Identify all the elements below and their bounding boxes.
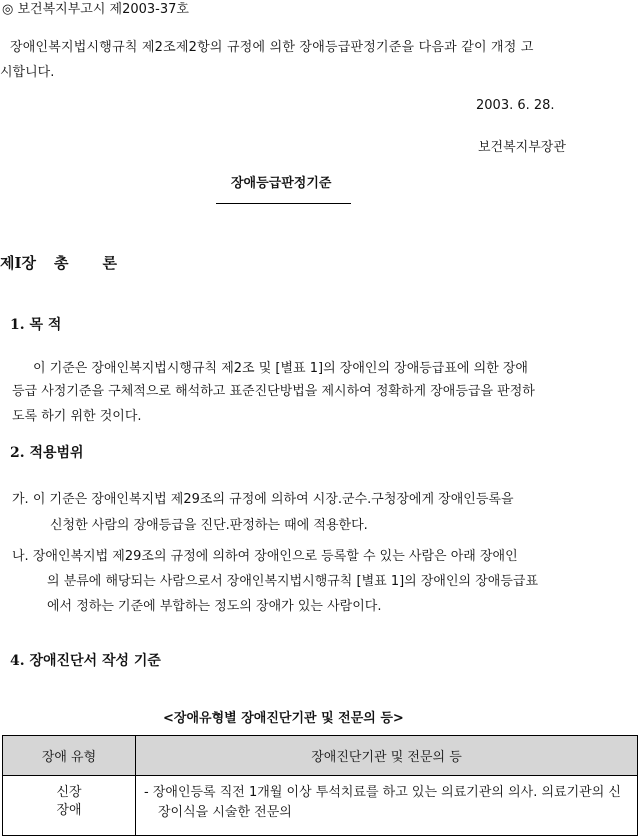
section-heading-scope: 2. 적용범위 (10, 445, 84, 461)
title-underline (216, 203, 351, 204)
institution-description: - 장애인등록 직전 1개월 이상 투석치료를 하고 있는 의료기관의 의사. 의료기관의 신장이식을 시술한 전문의 (144, 785, 621, 820)
minister-signature: 보건복지부장관 (478, 140, 566, 155)
header-disability-type: 장애 유형 (3, 736, 136, 776)
cell-diagnosis-institution (136, 776, 638, 836)
chapter-heading (0, 252, 117, 273)
type-line-2: 장애 (56, 803, 82, 818)
scope-item-na-line-3: 에서 정하는 기준에 부합하는 정도의 장애가 있는 사람이다. (47, 599, 382, 614)
purpose-line-3: 도록 하기 위한 것이다. (12, 409, 142, 424)
scope-item-na-line-1: 나. 장애인복지법 제29조의 규정에 의하여 장애인으로 등록할 수 있는 사람은 아래 장애인 (12, 549, 518, 564)
section-heading-purpose: 1. 목 적 (10, 317, 62, 333)
notice-number: ◎ 보건복지부고시 제2003-37호 (2, 2, 189, 17)
intro-line-1: 장애인복지법시행규칙 제2조제2항의 규정에 의한 장애등급판정기준을 다음과 같이 개정 고 (10, 40, 534, 55)
header-diagnosis-institution: 장애진단기관 및 전문의 등 (136, 736, 638, 776)
chapter-title-part-b: 론 (102, 254, 117, 272)
table-row (3, 776, 638, 836)
table-header-row (3, 736, 638, 776)
section-heading-certificate-criteria: 4. 장애진단서 작성 기준 (10, 653, 161, 669)
chapter-title-part-a: 총 (54, 254, 69, 272)
scope-item-na-line-2: 의 분류에 해당되는 사람으로서 장애인복지법시행규칙 [별표 1]의 장애인의 장애등급표 (47, 574, 539, 589)
table-caption: <장애유형별 장애진단기관 및 전문의 등> (163, 711, 404, 726)
chapter-label: 제Ⅰ장 (0, 254, 36, 272)
scope-item-ga-line-1: 가. 이 기준은 장애인복지법 제29조의 규정에 의하여 시장.군수.구청장에게 장애인등록을 (12, 492, 514, 507)
document-title: 장애등급판정기준 (231, 176, 332, 191)
cell-disability-type (3, 776, 136, 836)
notice-date: 2003. 6. 28. (476, 98, 555, 113)
purpose-line-1: 이 기준은 장애인복지법시행규칙 제2조 및 [별표 1]의 장애인의 장애등급표에 의한 장애 (33, 361, 528, 376)
intro-line-2: 시합니다. (0, 65, 55, 80)
scope-item-ga-line-2: 신청한 사람의 장애등급을 진단.판정하는 때에 적용한다. (50, 518, 368, 533)
type-line-1: 신장 (56, 785, 82, 800)
diagnosis-table (2, 735, 638, 836)
purpose-line-2: 등급 사정기준을 구체적으로 해석하고 표준진단방법을 제시하여 정확하게 장애등급을 판정하 (12, 384, 535, 399)
